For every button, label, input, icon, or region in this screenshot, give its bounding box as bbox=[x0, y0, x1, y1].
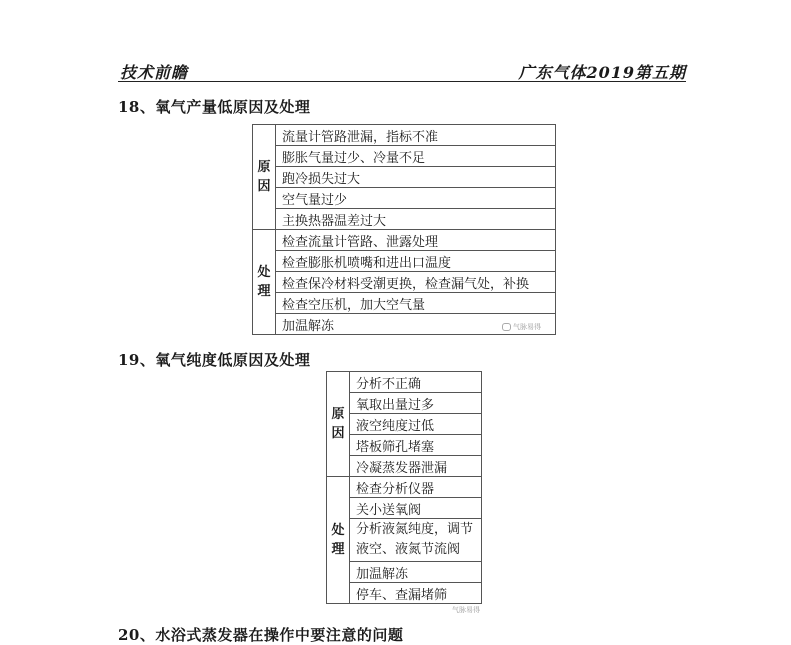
table-cell: 冷凝蒸发器泄漏 bbox=[350, 456, 482, 477]
table-cell: 检查保冷材料受潮更换，检查漏气处，补换 bbox=[276, 272, 556, 293]
table-cell: 膨胀气量过少、冷量不足 bbox=[276, 146, 556, 167]
watermark bbox=[452, 605, 480, 615]
table-row bbox=[327, 562, 482, 583]
watermark bbox=[502, 322, 541, 332]
table-row bbox=[253, 167, 556, 188]
table-cell: 加温解冻 bbox=[276, 314, 556, 335]
table-row bbox=[253, 209, 556, 230]
watermark-text: 气脉易得 bbox=[452, 606, 480, 614]
table-cell: 检查膨胀机喷嘴和进出口温度 bbox=[276, 251, 556, 272]
table-row bbox=[253, 188, 556, 209]
header-divider bbox=[118, 81, 686, 82]
table-row bbox=[327, 372, 482, 393]
table-cell: 流量计管路泄漏，指标不准 bbox=[276, 125, 556, 146]
section-18-title: 18、氧气产量低原因及处理 bbox=[118, 98, 311, 116]
table-cell: 分析液氮纯度，调节液空、液氮节流阀 bbox=[350, 519, 482, 562]
group-label-cause: 原因 bbox=[327, 372, 350, 477]
table-row bbox=[327, 393, 482, 414]
table-cell: 氧取出量过多 bbox=[350, 393, 482, 414]
table-row bbox=[253, 251, 556, 272]
table-cell: 检查分析仪器 bbox=[350, 477, 482, 498]
group-label-treatment: 处理 bbox=[327, 477, 350, 604]
table-cell: 跑冷损失过大 bbox=[276, 167, 556, 188]
oxygen-output-table bbox=[252, 124, 556, 335]
table-row bbox=[253, 272, 556, 293]
table-cell: 塔板筛孔堵塞 bbox=[350, 435, 482, 456]
table-cell: 停车、查漏堵筛 bbox=[350, 583, 482, 604]
table-row bbox=[253, 230, 556, 251]
table-row bbox=[327, 498, 482, 519]
section-20-title: 20、水浴式蒸发器在操作中要注意的问题 bbox=[118, 626, 404, 644]
table-cell: 加温解冻 bbox=[350, 562, 482, 583]
table-row bbox=[327, 583, 482, 604]
group-label-treatment: 处理 bbox=[253, 230, 276, 335]
wechat-icon bbox=[502, 323, 511, 331]
table-row bbox=[327, 435, 482, 456]
section-19-title: 19、氧气纯度低原因及处理 bbox=[118, 351, 311, 369]
table-row bbox=[327, 414, 482, 435]
table-cell: 检查空压机，加大空气量 bbox=[276, 293, 556, 314]
header-section-name: 技术前瞻 bbox=[120, 63, 189, 82]
table-row bbox=[253, 125, 556, 146]
table-cell: 分析不正确 bbox=[350, 372, 482, 393]
header-journal-issue: 广东气体2019第五期 bbox=[518, 63, 686, 82]
page-header bbox=[118, 58, 686, 82]
table-cell: 关小送氧阀 bbox=[350, 498, 482, 519]
table-cell: 主换热器温差过大 bbox=[276, 209, 556, 230]
table-cell: 空气量过少 bbox=[276, 188, 556, 209]
table-row bbox=[327, 456, 482, 477]
table-row bbox=[327, 477, 482, 498]
watermark-text: 气脉易得 bbox=[513, 323, 541, 331]
table-row bbox=[253, 293, 556, 314]
group-label-cause: 原因 bbox=[253, 125, 276, 230]
table-cell: 液空纯度过低 bbox=[350, 414, 482, 435]
table-row bbox=[253, 146, 556, 167]
table-row bbox=[327, 519, 482, 562]
oxygen-purity-table bbox=[326, 371, 482, 604]
table-cell: 检查流量计管路、泄露处理 bbox=[276, 230, 556, 251]
